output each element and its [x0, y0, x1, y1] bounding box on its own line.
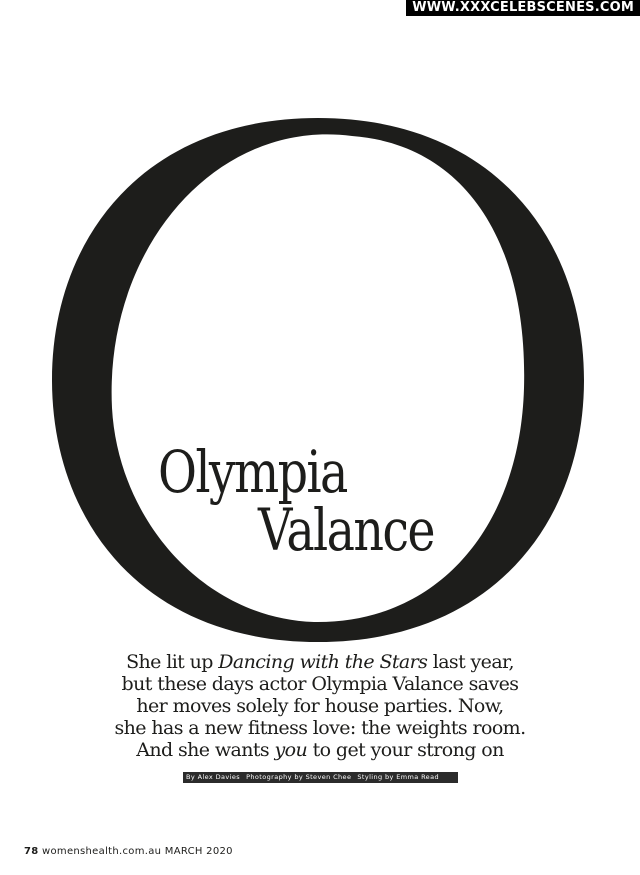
standfirst-line-1: She lit up Dancing with the Stars last year, [126, 651, 514, 673]
standfirst-line-3: her moves solely for house parties. Now, [136, 695, 504, 717]
headline-line-2: Valance [258, 496, 434, 564]
standfirst-line-2: but these days actor Olympia Valance saves [121, 673, 519, 695]
headline-line-1: Olympia [158, 438, 347, 506]
standfirst-line-5: And she wants you to get your strong on [136, 739, 504, 761]
credits-bar [183, 772, 458, 783]
credit-photography: Photography by Steven Chee [246, 773, 352, 781]
standfirst-line-4: she has a new fitness love: the weights room. [114, 717, 526, 739]
page-number: 78 [24, 846, 39, 857]
standfirst [80, 651, 560, 761]
page-footer [24, 846, 233, 858]
credit-styling: Styling by Emma Read [357, 773, 439, 781]
footer-site-date: womenshealth.com.au MARCH 2020 [38, 846, 233, 857]
credit-author: By Alex Davies [186, 773, 241, 781]
watermark: WWW.XXXCELEBSCENES.COM [406, 0, 640, 16]
